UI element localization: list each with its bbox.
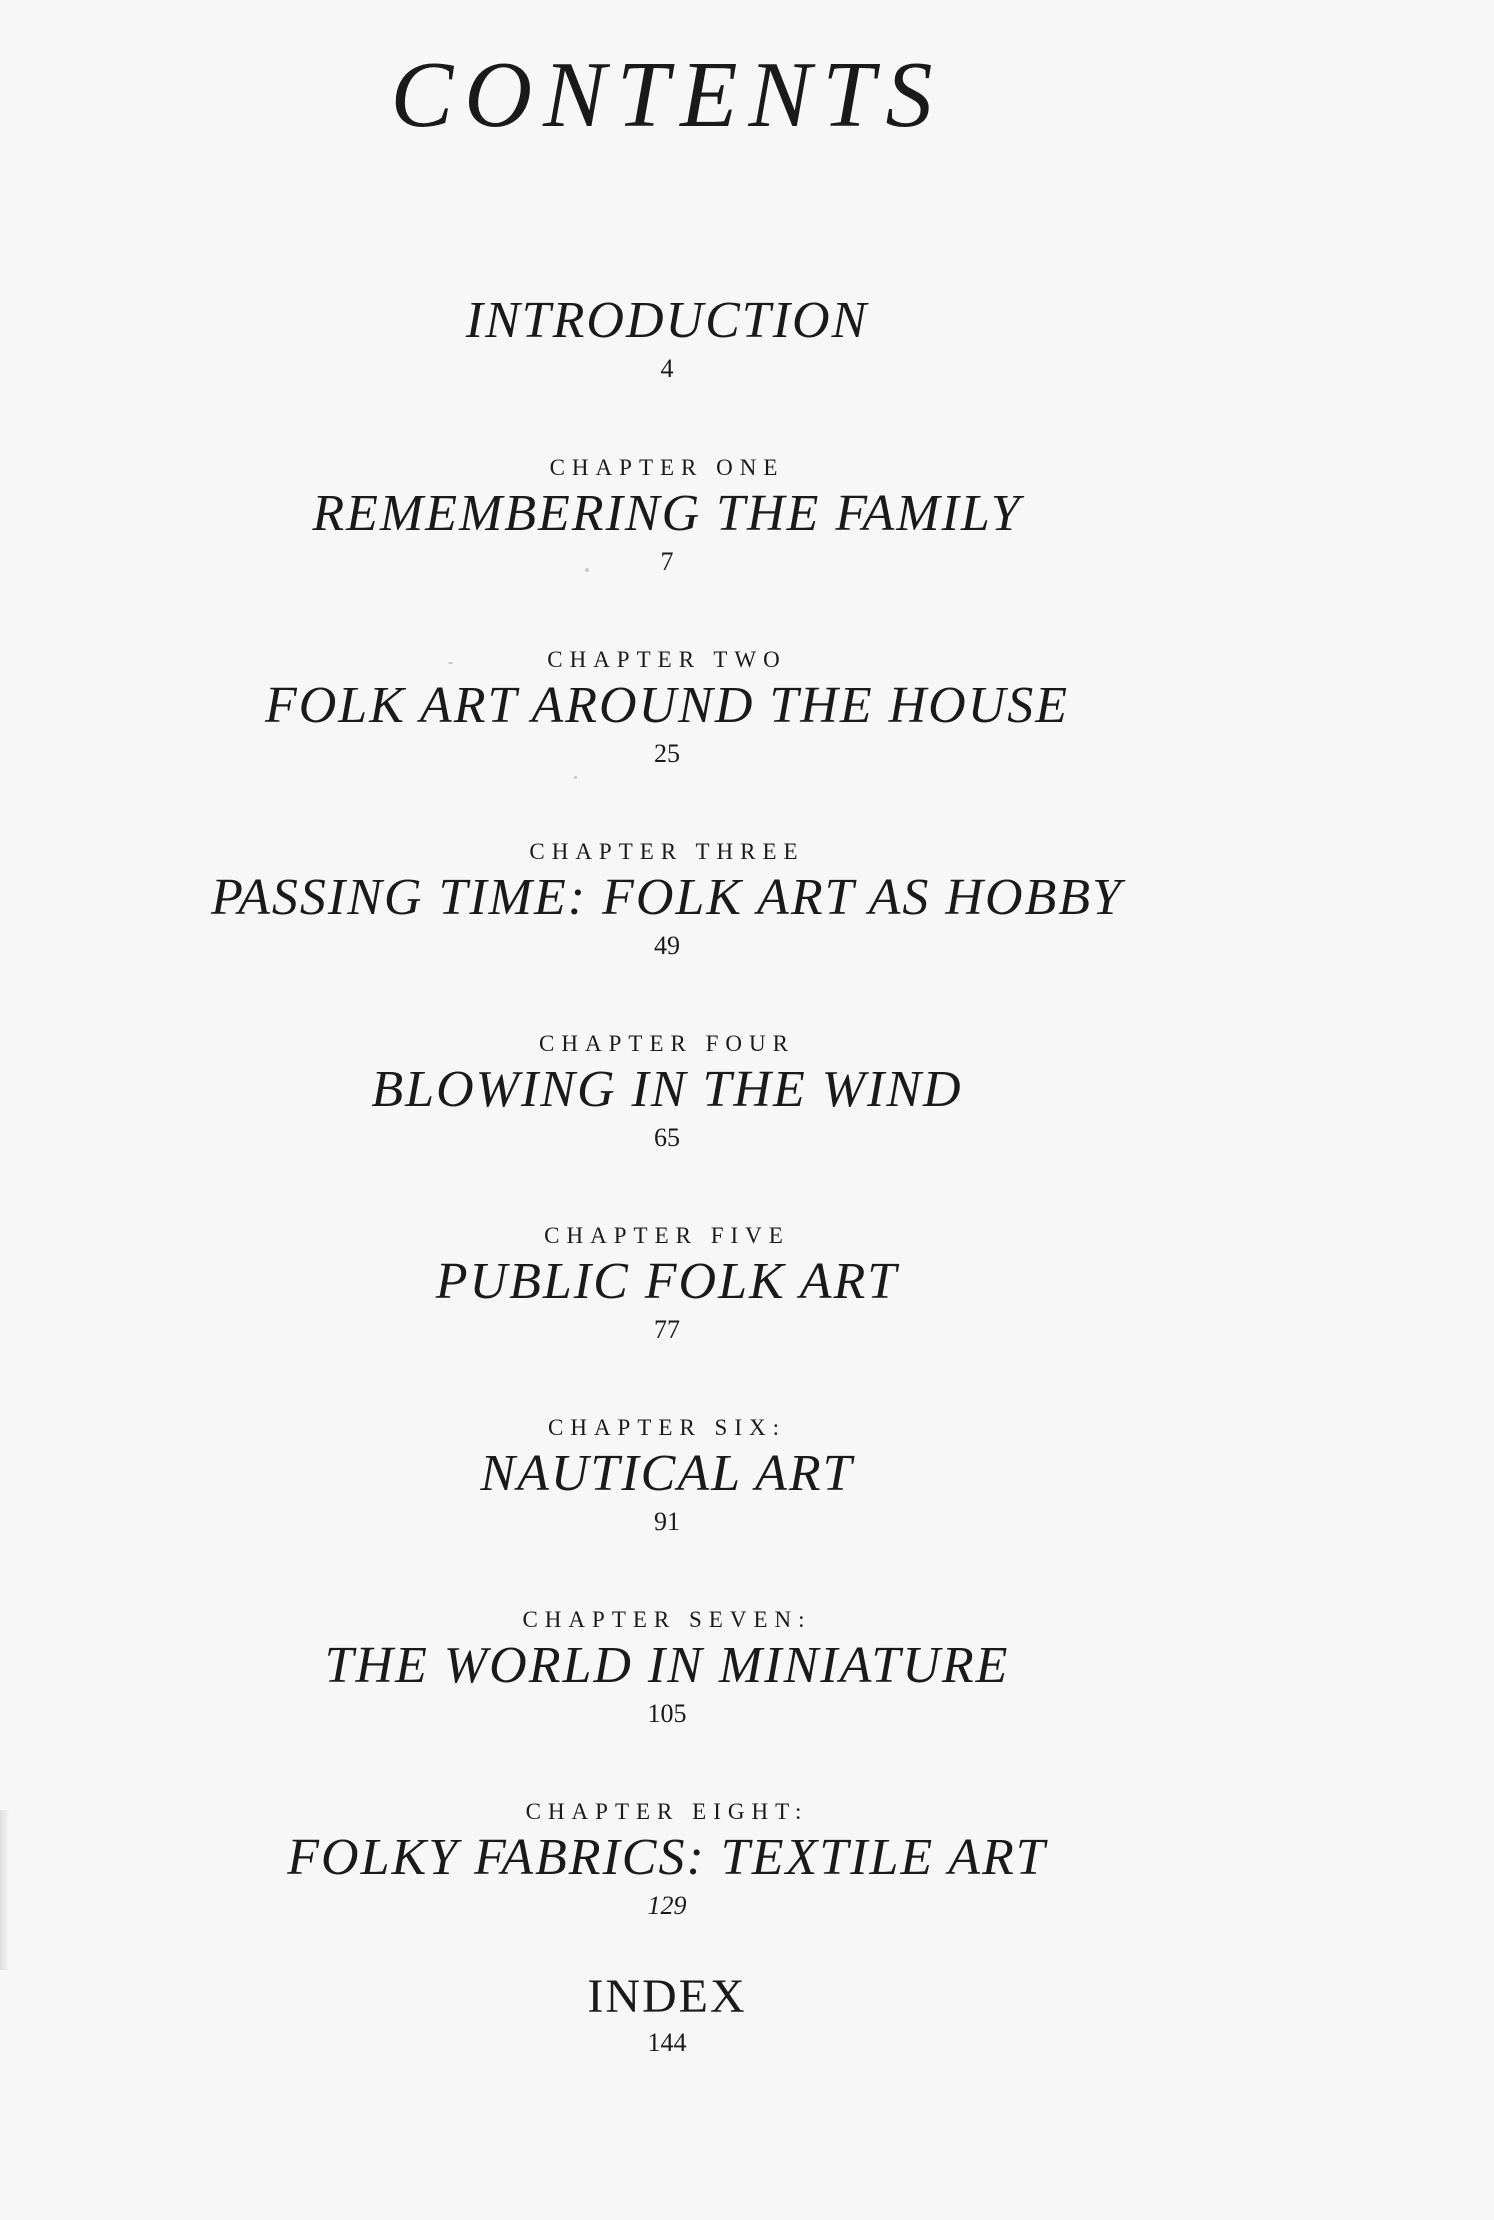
chapter-title: THE WORLD IN MINIATURE [324, 1637, 1010, 1694]
page-number: 91 [654, 1507, 680, 1536]
page-number: 7 [660, 547, 674, 576]
chapter-title: BLOWING IN THE WIND [371, 1061, 963, 1118]
chapter-label: CHAPTER SEVEN: [522, 1607, 812, 1632]
chapter-title: NAUTICAL ART [480, 1445, 854, 1502]
toc-entry-chapter-four[interactable] [0, 1031, 1334, 1153]
toc-entry-introduction[interactable] [0, 288, 1334, 384]
page-title: CONTENTS [390, 43, 944, 147]
chapter-label: CHAPTER FIVE [544, 1223, 790, 1248]
chapter-label: CHAPTER ONE [549, 455, 785, 480]
page-number: 129 [647, 1891, 687, 1920]
toc-entry-chapter-eight[interactable] [0, 1799, 1334, 1921]
chapter-label: CHAPTER EIGHT: [525, 1799, 809, 1824]
paper-speck [574, 776, 577, 779]
page-number: 25 [654, 739, 680, 768]
page-number: 49 [654, 931, 680, 960]
toc-entry-chapter-six[interactable] [0, 1415, 1334, 1537]
chapter-title: FOLKY FABRICS: TEXTILE ART [287, 1829, 1047, 1886]
chapter-title: PASSING TIME: FOLK ART AS HOBBY [211, 869, 1123, 926]
toc-entry-chapter-one[interactable] [0, 455, 1334, 577]
chapter-title: FOLK ART AROUND THE HOUSE [264, 677, 1070, 734]
chapter-label: CHAPTER TWO [547, 647, 787, 672]
chapter-title: PUBLIC FOLK ART [435, 1253, 899, 1310]
chapter-label: CHAPTER SIX: [548, 1415, 786, 1440]
page-number: 77 [654, 1315, 680, 1344]
toc-entry-chapter-seven[interactable] [0, 1607, 1334, 1729]
page-number: 105 [647, 1699, 687, 1728]
toc-entry-chapter-two[interactable] [0, 647, 1334, 769]
toc-entry-chapter-three[interactable] [0, 839, 1334, 961]
toc-entry-chapter-five[interactable] [0, 1223, 1334, 1345]
chapter-label: CHAPTER THREE [529, 839, 805, 864]
page-number: 144 [647, 2028, 687, 2057]
chapter-label: CHAPTER FOUR [539, 1031, 795, 1056]
toc-entry-index[interactable] [0, 1969, 1334, 2058]
page-number: 65 [654, 1123, 680, 1152]
entry-title: INTRODUCTION [465, 292, 869, 349]
chapter-title: REMEMBERING THE FAMILY [312, 485, 1022, 542]
page-number: 4 [660, 354, 674, 383]
entry-title: INDEX [587, 1970, 747, 2023]
